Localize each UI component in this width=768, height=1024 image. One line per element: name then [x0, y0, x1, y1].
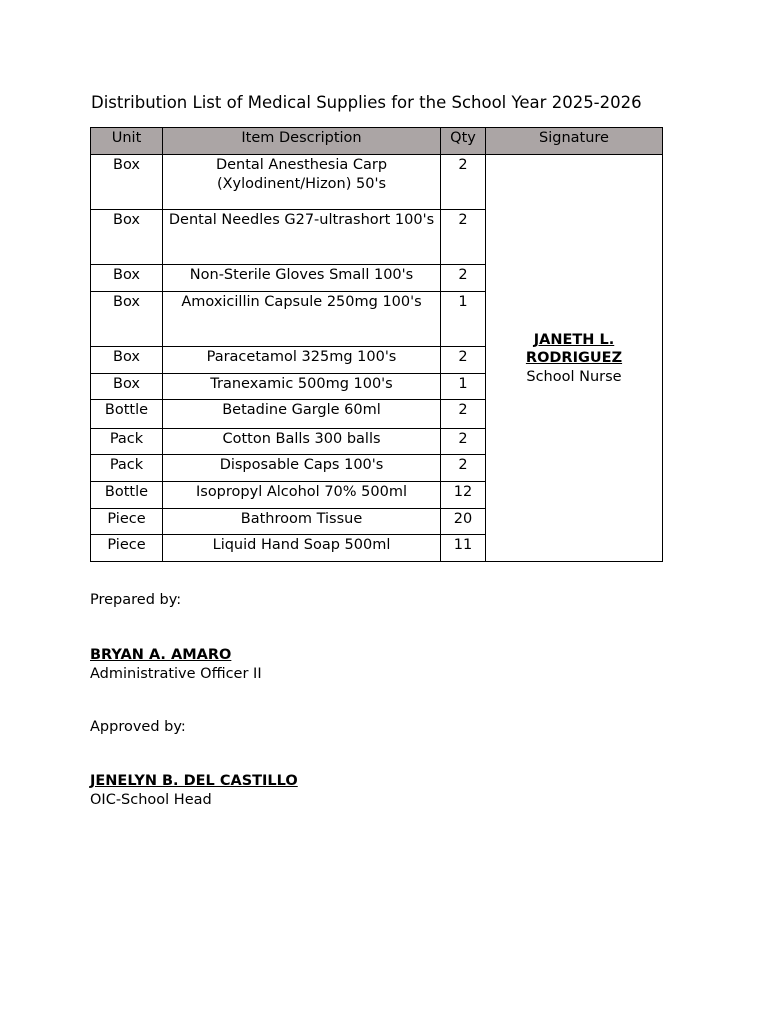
- cell-description: Dental Needles G27-ultrashort 100's: [163, 210, 441, 265]
- approved-name: JENELYN B. DEL CASTILLO: [90, 773, 298, 789]
- approved-signer: [90, 772, 298, 809]
- cell-unit: Box: [91, 210, 163, 265]
- header-signature: Signature: [486, 128, 663, 155]
- supplies-table: [90, 127, 663, 562]
- cell-unit: Box: [91, 347, 163, 374]
- header-unit: Unit: [91, 128, 163, 155]
- cell-unit: Bottle: [91, 400, 163, 429]
- cell-unit: Piece: [91, 509, 163, 535]
- signature-cell: [486, 155, 663, 562]
- cell-description: Betadine Gargle 60ml: [163, 400, 441, 429]
- cell-description: Liquid Hand Soap 500ml: [163, 535, 441, 562]
- cell-unit: Box: [91, 265, 163, 292]
- cell-qty: 2: [441, 347, 486, 374]
- page-title: Distribution List of Medical Supplies for the School Year 2025-2026: [91, 93, 642, 112]
- header-description: Item Description: [163, 128, 441, 155]
- cell-qty: 2: [441, 155, 486, 210]
- nurse-name: JANETH L. RODRIGUEZ: [525, 331, 623, 367]
- cell-unit: Pack: [91, 455, 163, 482]
- cell-description: Tranexamic 500mg 100's: [163, 374, 441, 400]
- cell-description: Bathroom Tissue: [163, 509, 441, 535]
- header-qty: Qty: [441, 128, 486, 155]
- cell-description: Isopropyl Alcohol 70% 500ml: [163, 482, 441, 509]
- cell-description: Disposable Caps 100's: [163, 455, 441, 482]
- cell-qty: 2: [441, 210, 486, 265]
- cell-unit: Box: [91, 374, 163, 400]
- cell-unit: Piece: [91, 535, 163, 562]
- cell-qty: 1: [441, 292, 486, 347]
- approved-role: OIC-School Head: [90, 791, 212, 808]
- nurse-role: School Nurse: [526, 368, 622, 385]
- cell-description: Cotton Balls 300 balls: [163, 429, 441, 455]
- cell-unit: Box: [91, 292, 163, 347]
- cell-description: Amoxicillin Capsule 250mg 100's: [163, 292, 441, 347]
- cell-unit: Box: [91, 155, 163, 210]
- cell-qty: 2: [441, 265, 486, 292]
- table-header-row: [91, 128, 663, 155]
- cell-description: Non-Sterile Gloves Small 100's: [163, 265, 441, 292]
- cell-qty: 1: [441, 374, 486, 400]
- cell-description: Dental Anesthesia Carp (Xylodinent/Hizon) 50's: [163, 155, 441, 210]
- cell-qty: 2: [441, 400, 486, 429]
- cell-unit: Bottle: [91, 482, 163, 509]
- cell-qty: 2: [441, 429, 486, 455]
- cell-qty: 2: [441, 455, 486, 482]
- prepared-label: Prepared by:: [90, 592, 182, 608]
- cell-qty: 11: [441, 535, 486, 562]
- table-row: [91, 155, 663, 210]
- prepared-role: Administrative Officer II: [90, 665, 262, 682]
- prepared-signer: [90, 646, 262, 683]
- prepared-name: BRYAN A. AMARO: [90, 647, 232, 663]
- cell-qty: 20: [441, 509, 486, 535]
- cell-unit: Pack: [91, 429, 163, 455]
- approved-label: Approved by:: [90, 719, 186, 735]
- cell-qty: 12: [441, 482, 486, 509]
- cell-description: Paracetamol 325mg 100's: [163, 347, 441, 374]
